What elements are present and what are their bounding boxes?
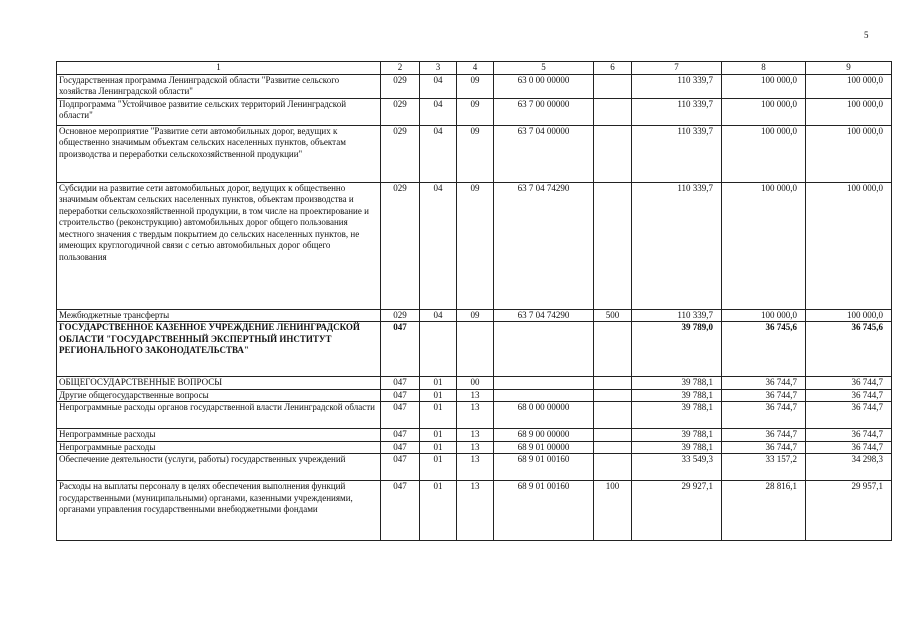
amount-year-3: 100 000,0 [806,182,892,309]
target-code: 68 9 01 00160 [494,454,594,481]
amount-year-2: 100 000,0 [722,98,806,125]
amount-year-1: 29 927,1 [632,481,722,541]
amount-year-1: 39 788,1 [632,402,722,429]
expense-type-code: 500 [594,309,632,322]
target-code [494,322,594,377]
subsection-code: 13 [457,454,494,481]
table-row [57,309,892,322]
amount-year-1: 110 339,7 [632,74,722,98]
table-row [57,377,892,390]
target-code: 63 7 04 00000 [494,125,594,182]
admin-code: 047 [381,429,420,442]
expense-type-code [594,322,632,377]
row-name: Государственная программа Ленинградской области "Развитие сельского хозяйства Ленинградской области" [57,74,381,98]
row-name: ОБЩЕГОСУДАРСТВЕННЫЕ ВОПРОСЫ [57,377,381,390]
subsection-code: 09 [457,98,494,125]
target-code [494,377,594,390]
amount-year-2: 36 744,7 [722,402,806,429]
amount-year-3: 36 745,6 [806,322,892,377]
expense-type-code [594,125,632,182]
section-code: 01 [420,481,457,541]
amount-year-3: 36 744,7 [806,441,892,454]
column-number: 5 [494,62,594,75]
target-code: 68 9 01 00160 [494,481,594,541]
row-name: Обеспечение деятельности (услуги, работы) государственных учреждений [57,454,381,481]
section-code: 01 [420,402,457,429]
column-number: 6 [594,62,632,75]
row-name: Непрограммные расходы [57,441,381,454]
amount-year-1: 110 339,7 [632,182,722,309]
amount-year-3: 100 000,0 [806,98,892,125]
amount-year-2: 100 000,0 [722,74,806,98]
target-code: 63 7 04 74290 [494,309,594,322]
section-code: 01 [420,389,457,402]
table-row [57,182,892,309]
subsection-code: 13 [457,429,494,442]
table-row [57,402,892,429]
row-name: ГОСУДАРСТВЕННОЕ КАЗЕННОЕ УЧРЕЖДЕНИЕ ЛЕНИНГРАДСКОЙ ОБЛАСТИ "ГОСУДАРСТВЕННЫЙ ЭКСПЕРТНЫЙ ИНСТИТУТ РЕГИОНАЛЬНОГО ЗАКОНОДАТЕЛЬСТВА" [57,322,381,377]
subsection-code: 09 [457,125,494,182]
admin-code: 047 [381,441,420,454]
column-number: 2 [381,62,420,75]
section-code: 01 [420,429,457,442]
amount-year-2: 100 000,0 [722,309,806,322]
amount-year-1: 39 788,1 [632,429,722,442]
expense-type-code [594,441,632,454]
target-code: 63 0 00 00000 [494,74,594,98]
column-number: 4 [457,62,494,75]
expense-type-code [594,377,632,390]
column-number: 1 [57,62,381,75]
amount-year-2: 28 816,1 [722,481,806,541]
subsection-code: 09 [457,182,494,309]
amount-year-3: 36 744,7 [806,389,892,402]
amount-year-2: 36 744,7 [722,377,806,390]
admin-code: 047 [381,454,420,481]
amount-year-2: 33 157,2 [722,454,806,481]
section-code: 01 [420,377,457,390]
target-code: 63 7 00 00000 [494,98,594,125]
target-code: 68 9 01 00000 [494,441,594,454]
subsection-code: 09 [457,309,494,322]
amount-year-1: 39 789,0 [632,322,722,377]
section-code: 04 [420,74,457,98]
target-code: 68 0 00 00000 [494,402,594,429]
row-name: Непрограммные расходы [57,429,381,442]
amount-year-1: 110 339,7 [632,309,722,322]
expense-type-code [594,182,632,309]
row-name: Расходы на выплаты персоналу в целях обеспечения выполнения функций государственными (муниципальными) органами, казенными учреждениями, органами управления государственными внебюджетными фондами [57,481,381,541]
admin-code: 047 [381,389,420,402]
amount-year-2: 36 745,6 [722,322,806,377]
table-row [57,429,892,442]
row-name: Основное мероприятие "Развитие сети автомобильных дорог, ведущих к общественно значимым объектам сельских населенных пунктов, объектам производства и переработки сельскохозяйственной продукции" [57,125,381,182]
amount-year-3: 36 744,7 [806,402,892,429]
section-code: 04 [420,98,457,125]
budget-table [56,61,892,541]
amount-year-1: 110 339,7 [632,98,722,125]
amount-year-3: 29 957,1 [806,481,892,541]
table-row [57,322,892,377]
amount-year-3: 100 000,0 [806,74,892,98]
section-code: 01 [420,454,457,481]
amount-year-1: 39 788,1 [632,377,722,390]
amount-year-3: 36 744,7 [806,377,892,390]
amount-year-2: 100 000,0 [722,182,806,309]
section-code: 04 [420,182,457,309]
admin-code: 047 [381,322,420,377]
amount-year-1: 110 339,7 [632,125,722,182]
admin-code: 047 [381,481,420,541]
row-name: Межбюджетные трансферты [57,309,381,322]
section-code: 01 [420,441,457,454]
expense-type-code [594,402,632,429]
target-code: 63 7 04 74290 [494,182,594,309]
column-number: 9 [806,62,892,75]
amount-year-3: 100 000,0 [806,125,892,182]
row-name: Подпрограмма "Устойчивое развитие сельских территорий Ленинградской области" [57,98,381,125]
table-row [57,481,892,541]
column-number: 8 [722,62,806,75]
subsection-code: 09 [457,74,494,98]
row-name: Субсидии на развитие сети автомобильных дорог, ведущих к общественно значимым объектам сельских населенных пунктов, объектам производства и переработки сельскохозяйственной продукции, в том числе на проектирование и строительство (реконструкцию) автомобильных дорог общего пользования местного значения с твердым покрытием до сельских населенных пунктов, не имеющих круглогодичной связи с сетью автомобильных дорог общего пользования [57,182,381,309]
row-name: Другие общегосударственные вопросы [57,389,381,402]
column-number: 7 [632,62,722,75]
column-number-row [57,62,892,75]
subsection-code: 13 [457,441,494,454]
subsection-code [457,322,494,377]
section-code: 04 [420,125,457,182]
column-number: 3 [420,62,457,75]
section-code [420,322,457,377]
table-row [57,125,892,182]
amount-year-2: 100 000,0 [722,125,806,182]
amount-year-3: 34 298,3 [806,454,892,481]
admin-code: 047 [381,377,420,390]
admin-code: 029 [381,309,420,322]
row-name: Непрограммные расходы органов государственной власти Ленинградской области [57,402,381,429]
admin-code: 029 [381,125,420,182]
expense-type-code [594,98,632,125]
page-number: 5 [864,30,869,40]
table-row [57,74,892,98]
table-row [57,389,892,402]
amount-year-2: 36 744,7 [722,429,806,442]
expense-type-code [594,454,632,481]
target-code: 68 9 00 00000 [494,429,594,442]
section-code: 04 [420,309,457,322]
amount-year-3: 100 000,0 [806,309,892,322]
admin-code: 047 [381,402,420,429]
amount-year-2: 36 744,7 [722,441,806,454]
expense-type-code [594,74,632,98]
admin-code: 029 [381,182,420,309]
expense-type-code [594,429,632,442]
amount-year-1: 39 788,1 [632,441,722,454]
target-code [494,389,594,402]
expense-type-code: 100 [594,481,632,541]
amount-year-1: 33 549,3 [632,454,722,481]
amount-year-3: 36 744,7 [806,429,892,442]
table-row [57,98,892,125]
table-row [57,441,892,454]
amount-year-1: 39 788,1 [632,389,722,402]
admin-code: 029 [381,74,420,98]
subsection-code: 13 [457,402,494,429]
amount-year-2: 36 744,7 [722,389,806,402]
expense-type-code [594,389,632,402]
admin-code: 029 [381,98,420,125]
table-row [57,454,892,481]
subsection-code: 13 [457,389,494,402]
subsection-code: 00 [457,377,494,390]
subsection-code: 13 [457,481,494,541]
